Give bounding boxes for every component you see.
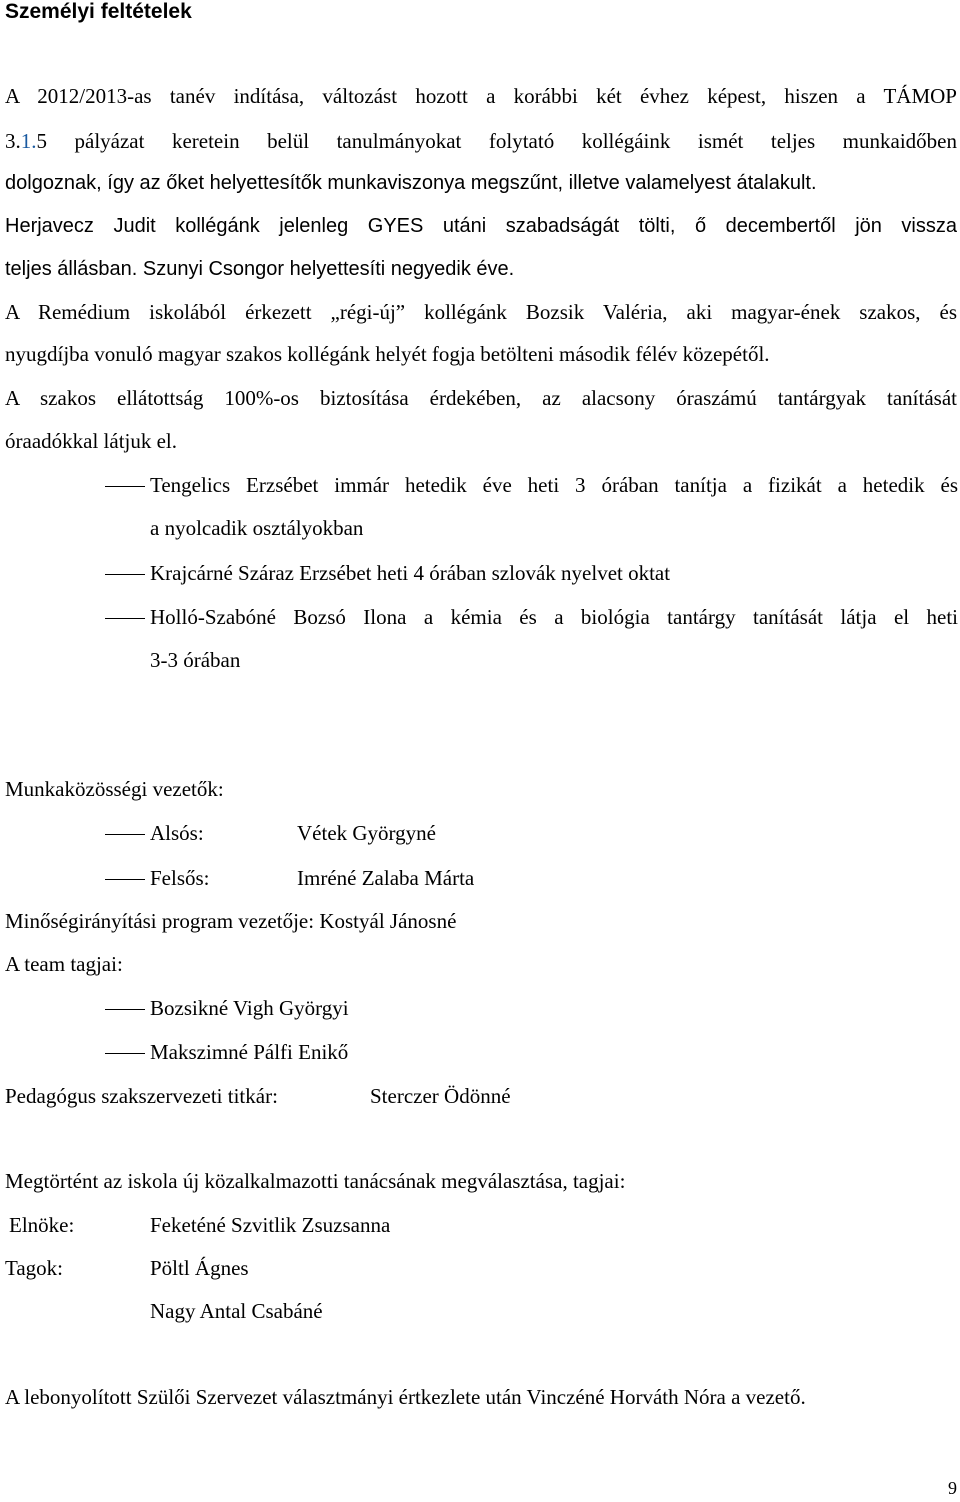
dash-bullet bbox=[105, 834, 145, 835]
council-member-2: Nagy Antal Csabáné bbox=[150, 1299, 323, 1323]
team-member-2: Makszimné Pálfi Enikő bbox=[150, 1040, 349, 1064]
dash-bullet bbox=[105, 574, 145, 575]
parents-leader: A lebonyolított Szülői Szervezet választmányi értkezlete után Vinczéné Horváth Nóra a vezető. bbox=[5, 1385, 806, 1409]
dash-bullet bbox=[105, 486, 145, 487]
union-name: Sterczer Ödönné bbox=[370, 1084, 511, 1108]
section-heading: Személyi feltételek bbox=[5, 0, 192, 23]
bullet-1-line1: Tengelics Erzsébet immár hetedik éve heti 3 órában tanítja a fizikát a hetedik és bbox=[150, 473, 958, 497]
bullet-1-line2: a nyolcadik osztályokban bbox=[150, 516, 364, 540]
members-label: Tagok: bbox=[5, 1256, 64, 1280]
dash-bullet bbox=[105, 879, 145, 880]
bullet-2: Krajcárné Száraz Erzsébet heti 4 órában szlovák nyelvet oktat bbox=[150, 561, 671, 585]
para1-line2-part-b: 1. bbox=[20, 129, 37, 153]
bullet-3-line1: Holló-Szabóné Bozsó Ilona a kémia és a biológia tantárgy tanítását látja el heti bbox=[150, 605, 958, 629]
bullet-3-line2: 3-3 órában bbox=[150, 648, 241, 672]
para1-line3: dolgoznak, így az őket helyettesítők munkaviszonya megszűnt, illetve valamelyest átalakult. bbox=[5, 172, 817, 194]
union-label: Pedagógus szakszervezeti titkár: bbox=[5, 1084, 278, 1108]
para1-line2-part-c: 5 pályázat keretein belül tanulmányokat folytató kollégáink ismét teljes munkaidőben bbox=[36, 129, 957, 153]
team-member-1: Bozsikné Vigh Györgyi bbox=[150, 996, 349, 1020]
chair-name: Feketéné Szvitlik Zsuzsanna bbox=[150, 1213, 391, 1237]
para3-line1: A Remédium iskolából érkezett „régi-új” kollégánk Bozsik Valéria, aki magyar-ének szakos, és bbox=[5, 300, 957, 324]
dash-bullet bbox=[105, 1009, 145, 1010]
upper-name: Imréné Zalaba Márta bbox=[297, 866, 475, 890]
team-title: A team tagjai: bbox=[5, 952, 123, 976]
para1-line1: A 2012/2013-as tanév indítása, változást hozott a korábbi két évhez képest, hiszen a TÁMOP bbox=[5, 84, 957, 108]
para1-line2-part-a: 3. bbox=[5, 129, 21, 153]
para1-line2 bbox=[5, 129, 957, 154]
dash-bullet bbox=[105, 1053, 145, 1054]
lower-label: Alsós: bbox=[150, 821, 204, 845]
quality-leader: Minőségirányítási program vezetője: Kostyál Jánosné bbox=[5, 909, 457, 933]
page-number: 9 bbox=[948, 1478, 957, 1498]
para2-line2: teljes állásban. Szunyi Csongor helyettesíti negyedik éve. bbox=[5, 258, 515, 280]
council-member-1: Pöltl Ágnes bbox=[150, 1256, 249, 1280]
chair-label: Elnöke: bbox=[9, 1213, 75, 1237]
council-title: Megtörtént az iskola új közalkalmazotti tanácsának megválasztása, tagjai: bbox=[5, 1169, 626, 1193]
para4-line1: A szakos ellátottság 100%-os biztosítása érdekében, az alacsony óraszámú tantárgyak tanítását bbox=[5, 386, 957, 410]
lower-name: Vétek Györgyné bbox=[297, 821, 436, 845]
upper-label: Felsős: bbox=[150, 866, 210, 890]
para3-line2: nyugdíjba vonuló magyar szakos kollégánk helyét fogja betölteni második félév közepétől. bbox=[5, 342, 770, 366]
dash-bullet bbox=[105, 618, 145, 619]
para4-line2: óraadókkal látjuk el. bbox=[5, 429, 178, 453]
para2-line1: Herjavecz Judit kollégánk jelenleg GYES utáni szabadságát tölti, ő decembertől jön vissza bbox=[5, 215, 957, 237]
leaders-title: Munkaközösségi vezetők: bbox=[5, 777, 224, 801]
